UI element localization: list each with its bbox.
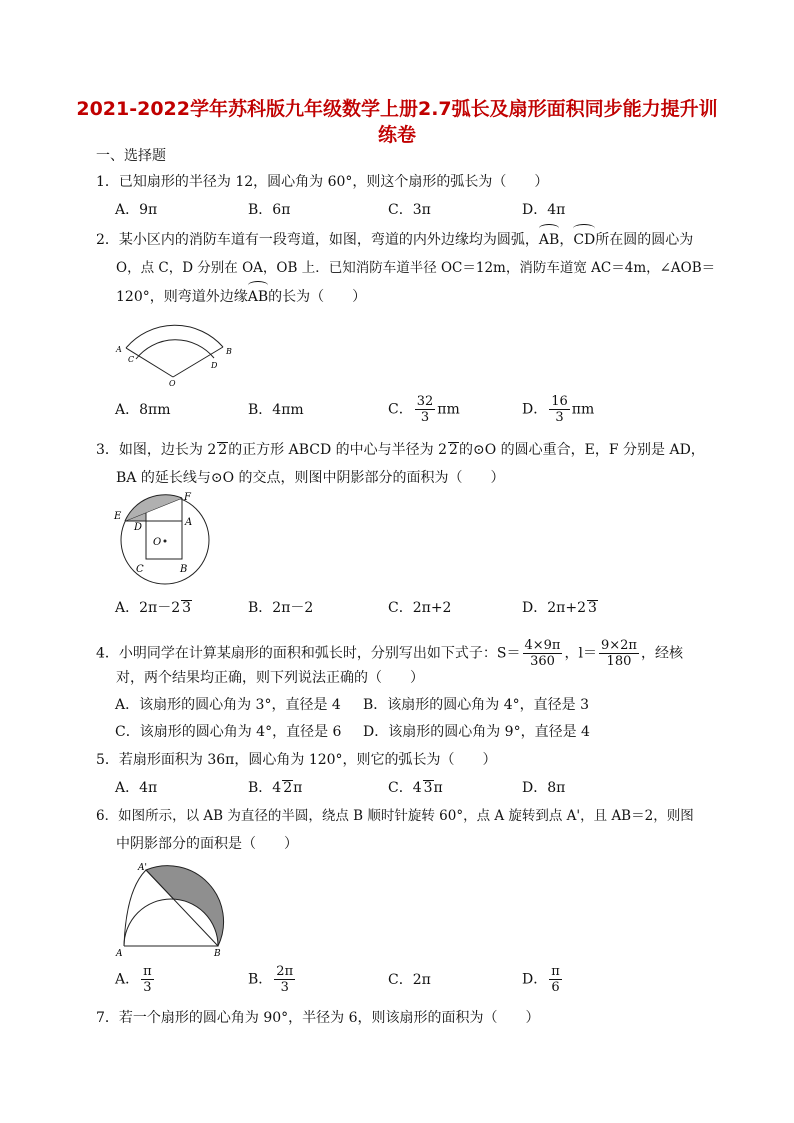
- q2-line3: 120°，则弯道外边缘AB的长为（ ）: [116, 289, 367, 305]
- q7-stem: 7．若一个扇形的圆心角为 90°，半径为 6，则该扇形的面积为（ ）: [96, 1010, 540, 1026]
- q2-label-o: O: [169, 379, 176, 388]
- q3-option-a: A．2π－2 3: [115, 600, 192, 616]
- page-title-line1: 2021-2022学年苏科版九年级数学上册2.7弧长及扇形面积同步能力提升训: [76, 98, 718, 120]
- q3-label-e: E: [114, 511, 122, 522]
- q4-option-d: D．该扇形的圆心角为 9°，直径是 4: [363, 724, 590, 740]
- q4-option-b: B．该扇形的圆心角为 4°，直径是 3: [363, 697, 590, 713]
- q5-option-c: C．4 3π: [388, 780, 443, 796]
- q5-option-a: A．4π: [115, 780, 158, 796]
- arc-ab: AB: [538, 232, 560, 248]
- q6-figure: [108, 858, 240, 960]
- q6-line1: 6．如图所示，以 AB 为直径的半圆，绕点 B 顺时针旋转 60°，点 A 旋转到点 A'，且 AB＝2，则图: [96, 808, 694, 824]
- q3-option-c: C．2π+2: [388, 600, 452, 616]
- q6-option-b: B． $\frac{2\pi}{3}$: [248, 964, 294, 995]
- q3-label-c: C: [136, 564, 144, 575]
- q4-line1: 4．小明同学在计算某扇形的面积和弧长时，分别写出如下式子：S＝ $\frac{4\times 9\pi}{360}$ ，l＝ $\frac{9\times 2\pi}{180}$ ，经核: [96, 638, 683, 669]
- q2-option-c: C． $\frac{32}{3}$ πm: [388, 394, 460, 425]
- q3-figure: [110, 490, 220, 588]
- q3-option-d: D．2π+2 3: [522, 600, 597, 616]
- q2-label-d: D: [211, 361, 218, 370]
- q2-option-b: B．4πm: [248, 402, 304, 418]
- q6-option-c: C．2π: [388, 972, 431, 988]
- q4-option-c: C．该扇形的圆心角为 4°，直径是 6: [115, 724, 342, 740]
- q6-line2: 中阴影部分的面积是（ ）: [116, 836, 298, 852]
- q5-stem: 5．若扇形面积为 36π，圆心角为 120°，则它的弧长为（ ）: [96, 752, 497, 768]
- q6-option-a: A． $\frac{\pi}{3}$: [115, 964, 152, 995]
- q3-label-f: F: [184, 492, 191, 503]
- q1-option-a: A．9π: [115, 202, 158, 218]
- q2-line1: 2．某小区内的消防车道有一段弯道，如图，弯道的内外边缘均为圆弧，AB，CD所在圆的圆心为: [96, 232, 694, 248]
- q3-label-d: D: [134, 522, 143, 533]
- q6-label-a: A: [116, 949, 123, 959]
- q3-label-a: A: [185, 517, 193, 528]
- q1-option-b: B．6π: [248, 202, 291, 218]
- q1-option-c: C．3π: [388, 202, 431, 218]
- q2-line2: O，点 C，D 分别在 OA，OB 上．已知消防车道半径 OC＝12m，消防车道宽 AC＝4m，∠AOB＝: [116, 260, 716, 276]
- q1-stem: 1．已知扇形的半径为 12，圆心角为 60°，则这个扇形的弧长为（ ）: [96, 174, 549, 190]
- q4-option-a: A．该扇形的圆心角为 3°，直径是 4: [115, 697, 341, 713]
- q4-line2: 对，两个结果均正确，则下列说法正确的（ ）: [116, 670, 424, 686]
- q6-option-d: D． $\frac{\pi}{6}$: [522, 964, 560, 995]
- q3-line1: 3．如图，边长为 2 2的正方形 ABCD 的中心与半径为 2 2的⊙O 的圆心重合，E，F 分别是 AD，: [96, 442, 705, 458]
- arc-cd: CD: [573, 232, 596, 248]
- q3-option-b: B．2π－2: [248, 600, 314, 616]
- q1-option-d: D．4π: [522, 202, 566, 218]
- q2-option-a: A．8πm: [115, 402, 171, 418]
- q5-option-b: B．4 2π: [248, 780, 303, 796]
- q3-label-b: B: [180, 564, 188, 575]
- q3-label-o: O: [153, 537, 162, 548]
- page-title-line2: 练卷: [377, 124, 416, 146]
- q2-label-b: B: [226, 347, 232, 356]
- q2-option-d: D． $\frac{16}{3}$ πm: [522, 394, 595, 425]
- q2-figure: [112, 316, 242, 388]
- arc-ab-outer: AB: [247, 289, 269, 305]
- q6-label-a-prime: A': [138, 863, 147, 873]
- q5-option-d: D．8π: [522, 780, 566, 796]
- q2-label-c: C: [128, 355, 135, 364]
- q2-label-a: A: [116, 345, 122, 354]
- q3-line2: BA 的延长线与⊙O 的交点，则图中阴影部分的面积为（ ）: [116, 470, 505, 486]
- section-heading: 一、选择题: [96, 148, 166, 164]
- q6-label-b: B: [214, 949, 221, 959]
